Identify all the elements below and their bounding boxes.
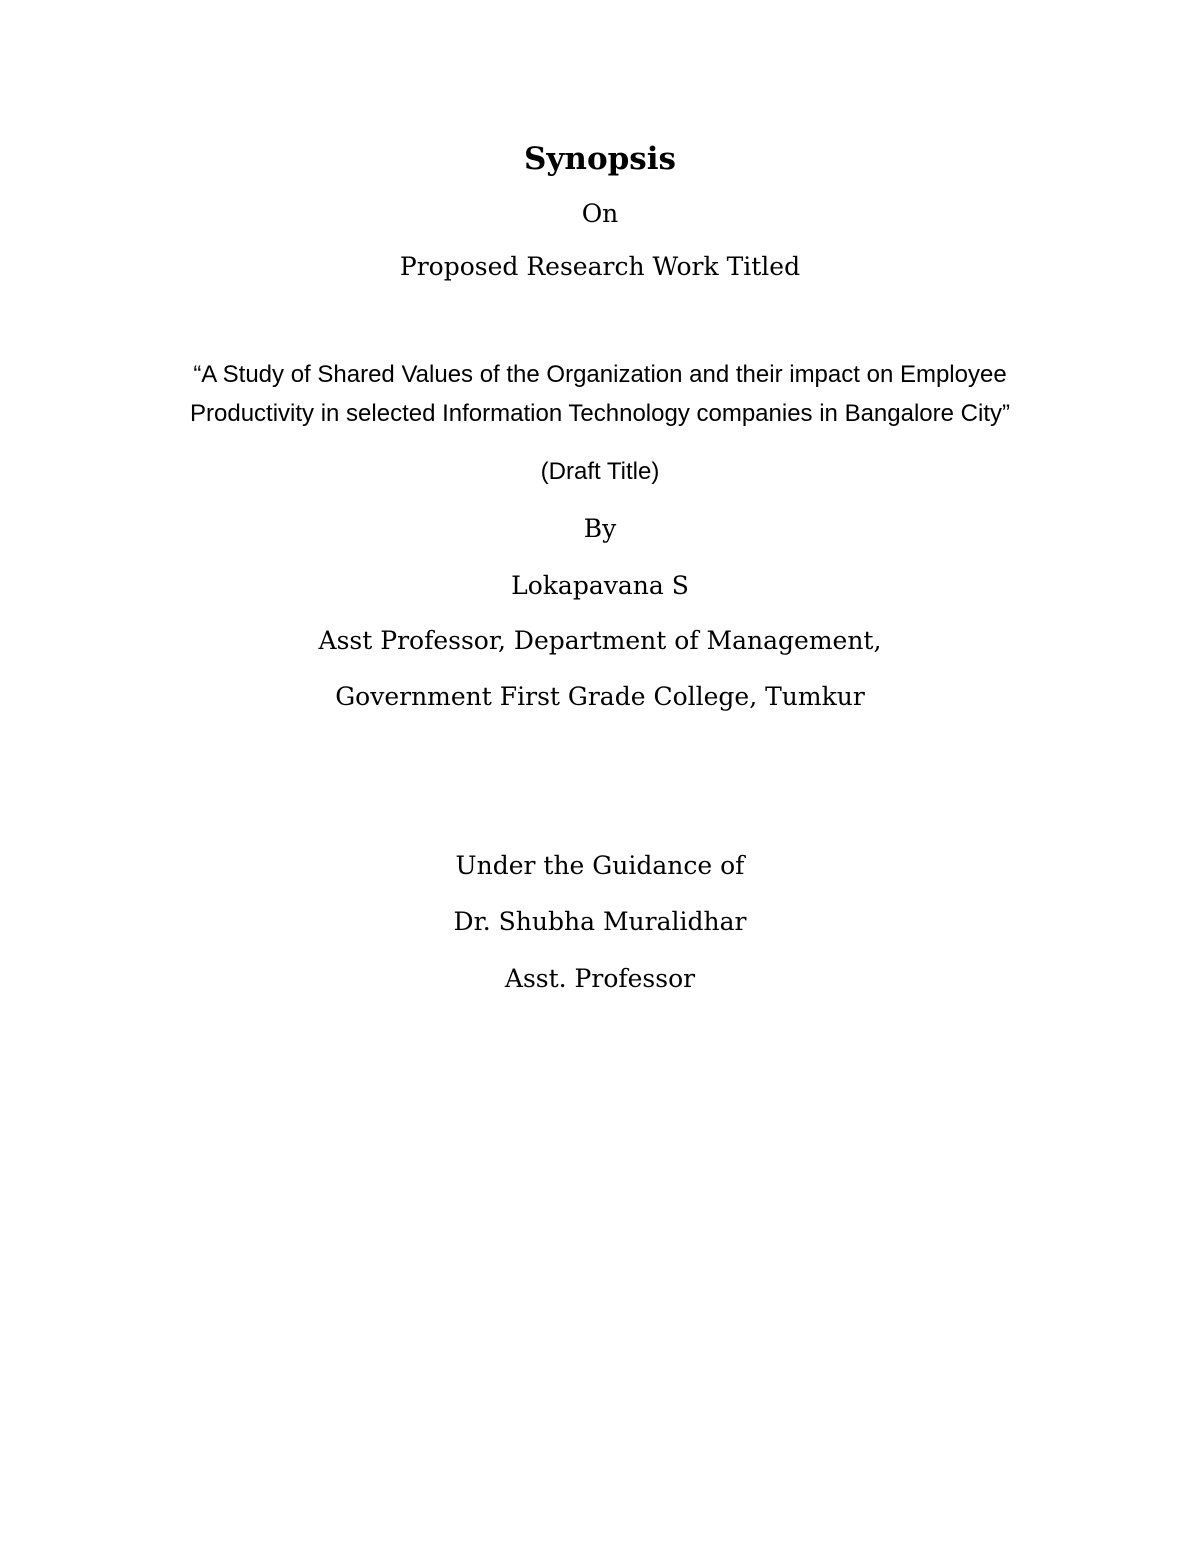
author-designation: Asst Professor, Department of Management, bbox=[318, 626, 882, 655]
research-title-line-2: Productivity in selected Information Technology companies in Bangalore City” bbox=[190, 400, 1010, 427]
draft-title-note: (Draft Title) bbox=[540, 458, 660, 485]
research-title-line-1: “A Study of Shared Values of the Organization and their impact on Employee bbox=[193, 361, 1007, 388]
guide-designation: Asst. Professor bbox=[504, 964, 696, 993]
guidance-label: Under the Guidance of bbox=[455, 851, 745, 880]
by-label: By bbox=[583, 514, 617, 543]
document-heading: Synopsis bbox=[524, 141, 676, 177]
guide-name: Dr. Shubha Muralidhar bbox=[453, 907, 747, 936]
on-label: On bbox=[581, 199, 619, 228]
document-subheading: Proposed Research Work Titled bbox=[399, 252, 801, 281]
author-institution: Government First Grade College, Tumkur bbox=[335, 682, 865, 711]
author-name: Lokapavana S bbox=[511, 571, 689, 600]
